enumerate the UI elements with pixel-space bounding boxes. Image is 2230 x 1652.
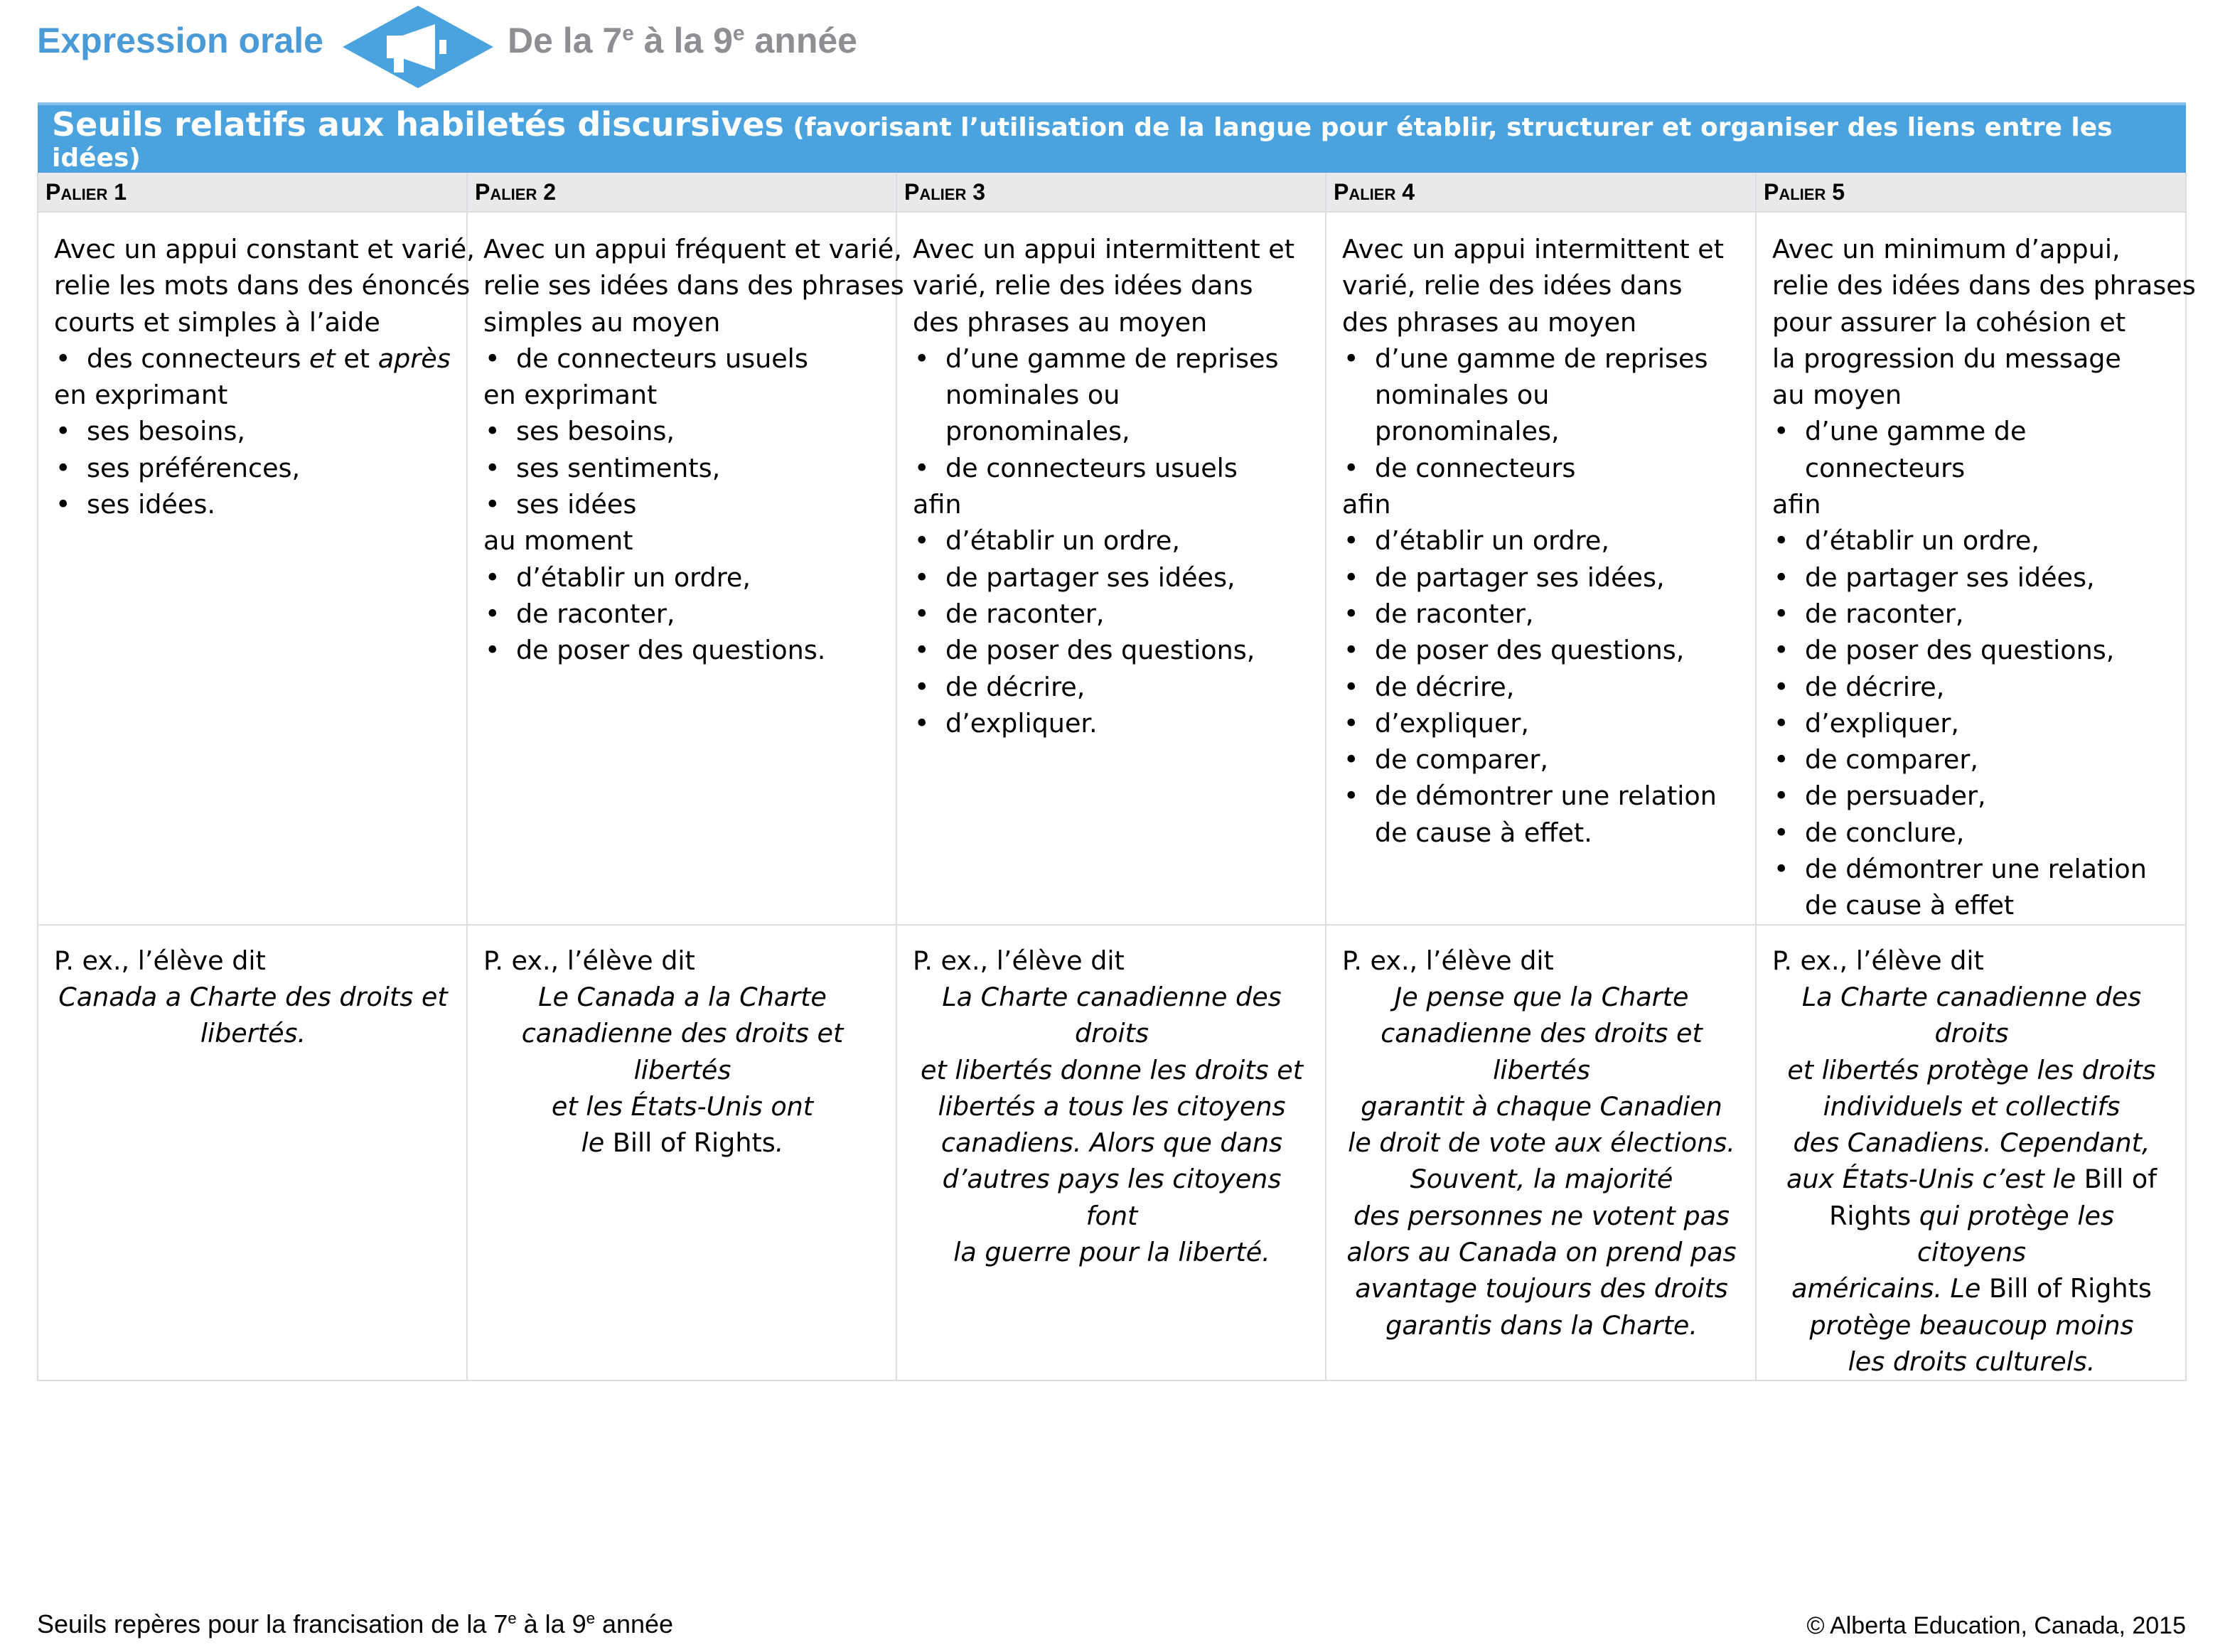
descriptor-cell: Avec un appui intermittent et varié, relie des idées dans des phrases au moyen • d’une gamme de reprises nominales ou pronominales, • de connecteurs afin • d’établir un ordre, • de partager ses idées, • de raconter, • de poser des questions, • de décrire, • d’expliquer, • de comparer, • de démontrer une relation de cause à effet.: [1326, 212, 1756, 925]
list-item: • de raconter,: [913, 596, 1311, 632]
list-item: • d’expliquer.: [913, 705, 1311, 741]
example-cell: P. ex., l’élève dit Le Canada a la Charte canadienne des droits et libertés et les États-Unis ont le Bill of Rights.: [467, 925, 896, 1381]
footer-copyright: © Alberta Education, Canada, 2015: [1806, 1612, 2186, 1639]
list-item: • ses idées.: [54, 486, 452, 522]
list-item: • de raconter,: [483, 596, 881, 632]
list-item: • de décrire,: [1772, 669, 2171, 705]
level-header: Palier 3: [896, 173, 1326, 212]
section-title: Expression orale: [37, 21, 323, 60]
list-item: • de poser des questions,: [1772, 632, 2171, 668]
list-item: • de comparer,: [1342, 741, 1741, 778]
level-header: Palier 5: [1756, 173, 2186, 212]
list-item: • d’une gamme de reprises nominales ou pronominales,: [1342, 340, 1741, 450]
list-item: • de comparer,: [1772, 741, 2171, 778]
list-item: • de connecteurs usuels: [483, 340, 881, 377]
levels-row: [38, 173, 2186, 212]
descriptor-cell: Avec un appui constant et varié, relie les mots dans des énoncés courts et simples à l’aide • des connecteurs et et après en exprimant • ses besoins, • ses préférences, • ses idées.: [38, 212, 467, 925]
example-cell: P. ex., l’élève dit La Charte canadienne des droits et libertés protège les droits individuels et collectifs des Canadiens. Cependant, aux États-Unis c’est le Bill of Rights qui protège les citoyens américains. Le Bill of Rights protège beaucoup moins les droits culturels.: [1756, 925, 2186, 1381]
descriptor-cell: Avec un appui fréquent et varié, relie ses idées dans des phrases simples au moyen • de connecteurs usuels en exprimant • ses besoins, • ses sentiments, • ses idées au moment • d’établir un ordre, • de raconter, • de poser des questions.: [467, 212, 896, 925]
list-item: • de partager ses idées,: [913, 559, 1311, 596]
list-item: • de décrire,: [1342, 669, 1741, 705]
list-item: • d’établir un ordre,: [483, 559, 881, 596]
list-item: • ses idées: [483, 486, 881, 522]
list-item: • de décrire,: [913, 669, 1311, 705]
list-item: • de conclure,: [1772, 815, 2171, 851]
list-item: • de poser des questions,: [913, 632, 1311, 668]
list-item: • de démontrer une relation de cause à effet: [1772, 851, 2171, 924]
list-item: • ses sentiments,: [483, 450, 881, 486]
descriptor-cell: Avec un minimum d’appui, relie des idées dans des phrases pour assurer la cohésion et la progression du message au moyen • d’une gamme de connecteurs afin • d’établir un ordre, • de partager ses idées, • de raconter, • de poser des questions, • de décrire, • d’expliquer, • de comparer, • de persuader, • de conclure, • de démontrer une relation de cause à effet: [1756, 212, 2186, 925]
list-item: • d’établir un ordre,: [1342, 522, 1741, 559]
example-cell: P. ex., l’élève dit La Charte canadienne des droits et libertés donne les droits et libertés a tous les citoyens canadiens. Alors que dans d’autres pays les citoyens font la guerre pour la liberté.: [896, 925, 1326, 1381]
list-item: • de démontrer une relation de cause à effet.: [1342, 778, 1741, 851]
list-item: • de raconter,: [1772, 596, 2171, 632]
descriptors-row: [38, 212, 2186, 925]
list-item: • de poser des questions.: [483, 632, 881, 668]
examples-row: [38, 925, 2186, 1381]
list-item: • de connecteurs: [1342, 450, 1741, 486]
list-item: • de persuader,: [1772, 778, 2171, 814]
list-item: • des connecteurs et et après: [54, 340, 452, 377]
thresholds-table: [37, 102, 2196, 1381]
list-item: • ses besoins,: [483, 413, 881, 449]
list-item: • d’expliquer,: [1342, 705, 1741, 741]
level-header: Palier 4: [1326, 173, 1756, 212]
list-item: • de partager ses idées,: [1342, 559, 1741, 596]
list-item: • de partager ses idées,: [1772, 559, 2171, 596]
list-item: • d’une gamme de connecteurs: [1772, 413, 2171, 486]
table-title: Seuils relatifs aux habiletés discursives (favorisant l’utilisation de la langue pour établir, structurer et organiser des liens entre les idées): [38, 104, 2186, 173]
example-cell: P. ex., l’élève dit Je pense que la Charte canadienne des droits et libertés garantit à chaque Canadien le droit de vote aux élections. Souvent, la majorité des personnes ne votent pas alors au Canada on prend pas avantage toujours des droits garantis dans la Charte.: [1326, 925, 1756, 1381]
list-item: • de connecteurs usuels: [913, 450, 1311, 486]
page-header: [0, 0, 2230, 100]
grade-range: De la 7e à la 9e année: [508, 21, 857, 60]
list-item: • de raconter,: [1342, 596, 1741, 632]
level-header: Palier 2: [467, 173, 896, 212]
list-item: • de poser des questions,: [1342, 632, 1741, 668]
list-item: • ses besoins,: [54, 413, 452, 449]
list-item: • ses préférences,: [54, 450, 452, 486]
level-header: Palier 1: [38, 173, 467, 212]
footer-left: Seuils repères pour la francisation de la 7e à la 9e année: [37, 1609, 674, 1638]
list-item: • d’une gamme de reprises nominales ou pronominales,: [913, 340, 1311, 450]
list-item: • d’établir un ordre,: [913, 522, 1311, 559]
example-cell: P. ex., l’élève dit Canada a Charte des droits et libertés.: [38, 925, 467, 1381]
descriptor-cell: Avec un appui intermittent et varié, relie des idées dans des phrases au moyen • d’une gamme de reprises nominales ou pronominales, • de connecteurs usuels afin • d’établir un ordre, • de partager ses idées, • de raconter, • de poser des questions, • de décrire, • d’expliquer.: [896, 212, 1326, 925]
megaphone-icon: [340, 3, 496, 91]
table-title-row: [38, 104, 2186, 173]
list-item: • d’établir un ordre,: [1772, 522, 2171, 559]
list-item: • d’expliquer,: [1772, 705, 2171, 741]
